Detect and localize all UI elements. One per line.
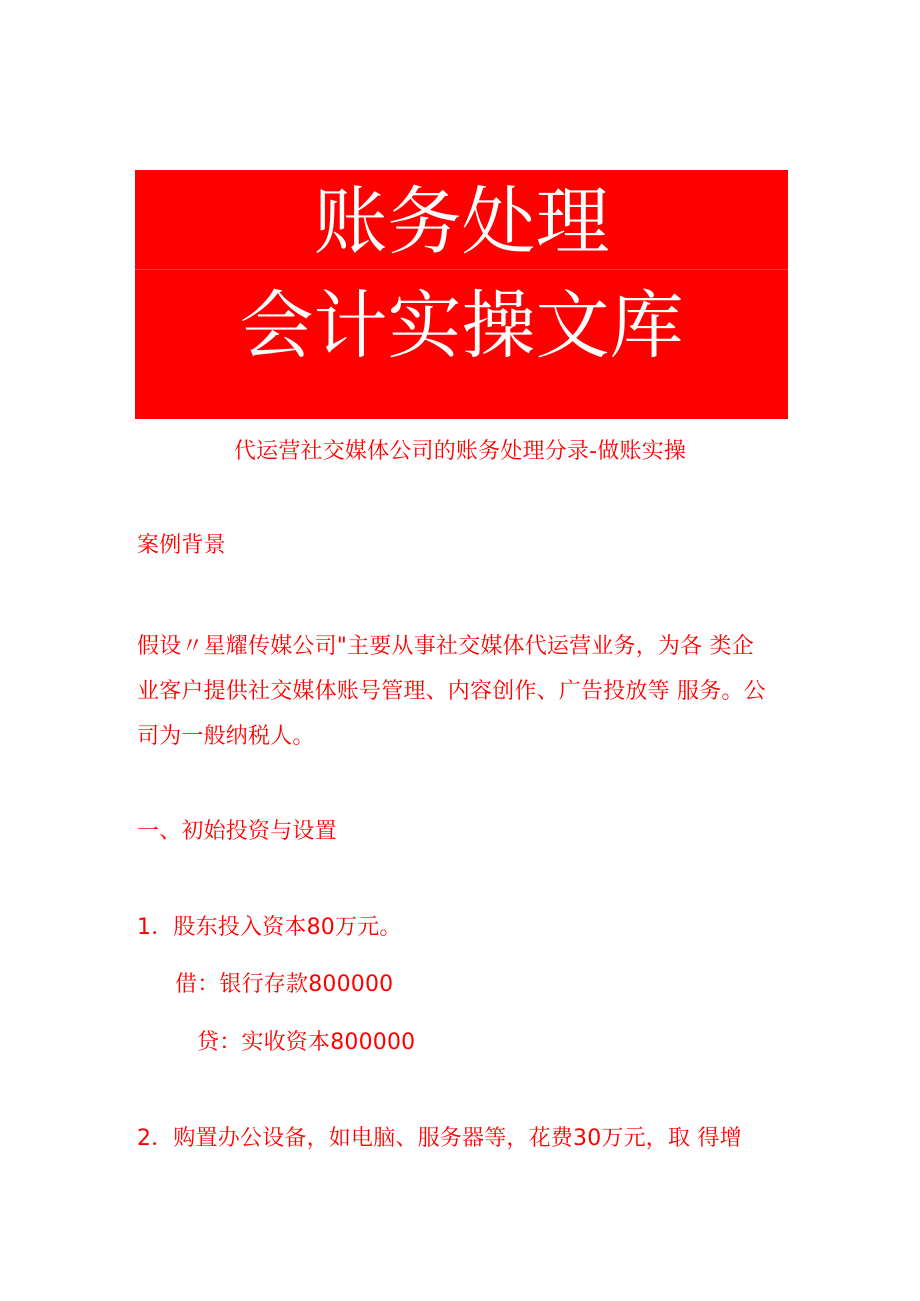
- section-heading-initial-investment: 一、初始投资与设置: [137, 819, 337, 844]
- title-banner: [135, 170, 788, 419]
- journal-entry-credit: 贷：实收资本800000: [197, 1030, 416, 1055]
- paragraph-line: 业客户提供社交媒体账号管理、内容创作、广告投放等 服务。公: [137, 679, 766, 704]
- journal-entry-debit: 借：银行存款800000: [175, 972, 394, 997]
- list-item-1: 1．股东投入资本80万元。: [137, 915, 402, 940]
- banner-title-line2: 会计实操文库: [239, 283, 684, 369]
- document-subtitle: 代运营社交媒体公司的账务处理分录-做账实操: [233, 439, 687, 464]
- banner-title-line1: 账务处理: [313, 179, 610, 265]
- background-paragraph: [137, 624, 766, 759]
- section-heading-background: 案例背景: [137, 533, 226, 558]
- list-item-2: 2．购置办公设备，如电脑、服务器等，花费30万元，取 得增: [137, 1126, 742, 1151]
- paragraph-line: 司为一般纳税人。: [137, 724, 315, 749]
- paragraph-line: 假设〃星耀传媒公司"主要从事社交媒体代运营业务，为各 类企: [137, 634, 754, 659]
- banner-divider: [135, 269, 788, 270]
